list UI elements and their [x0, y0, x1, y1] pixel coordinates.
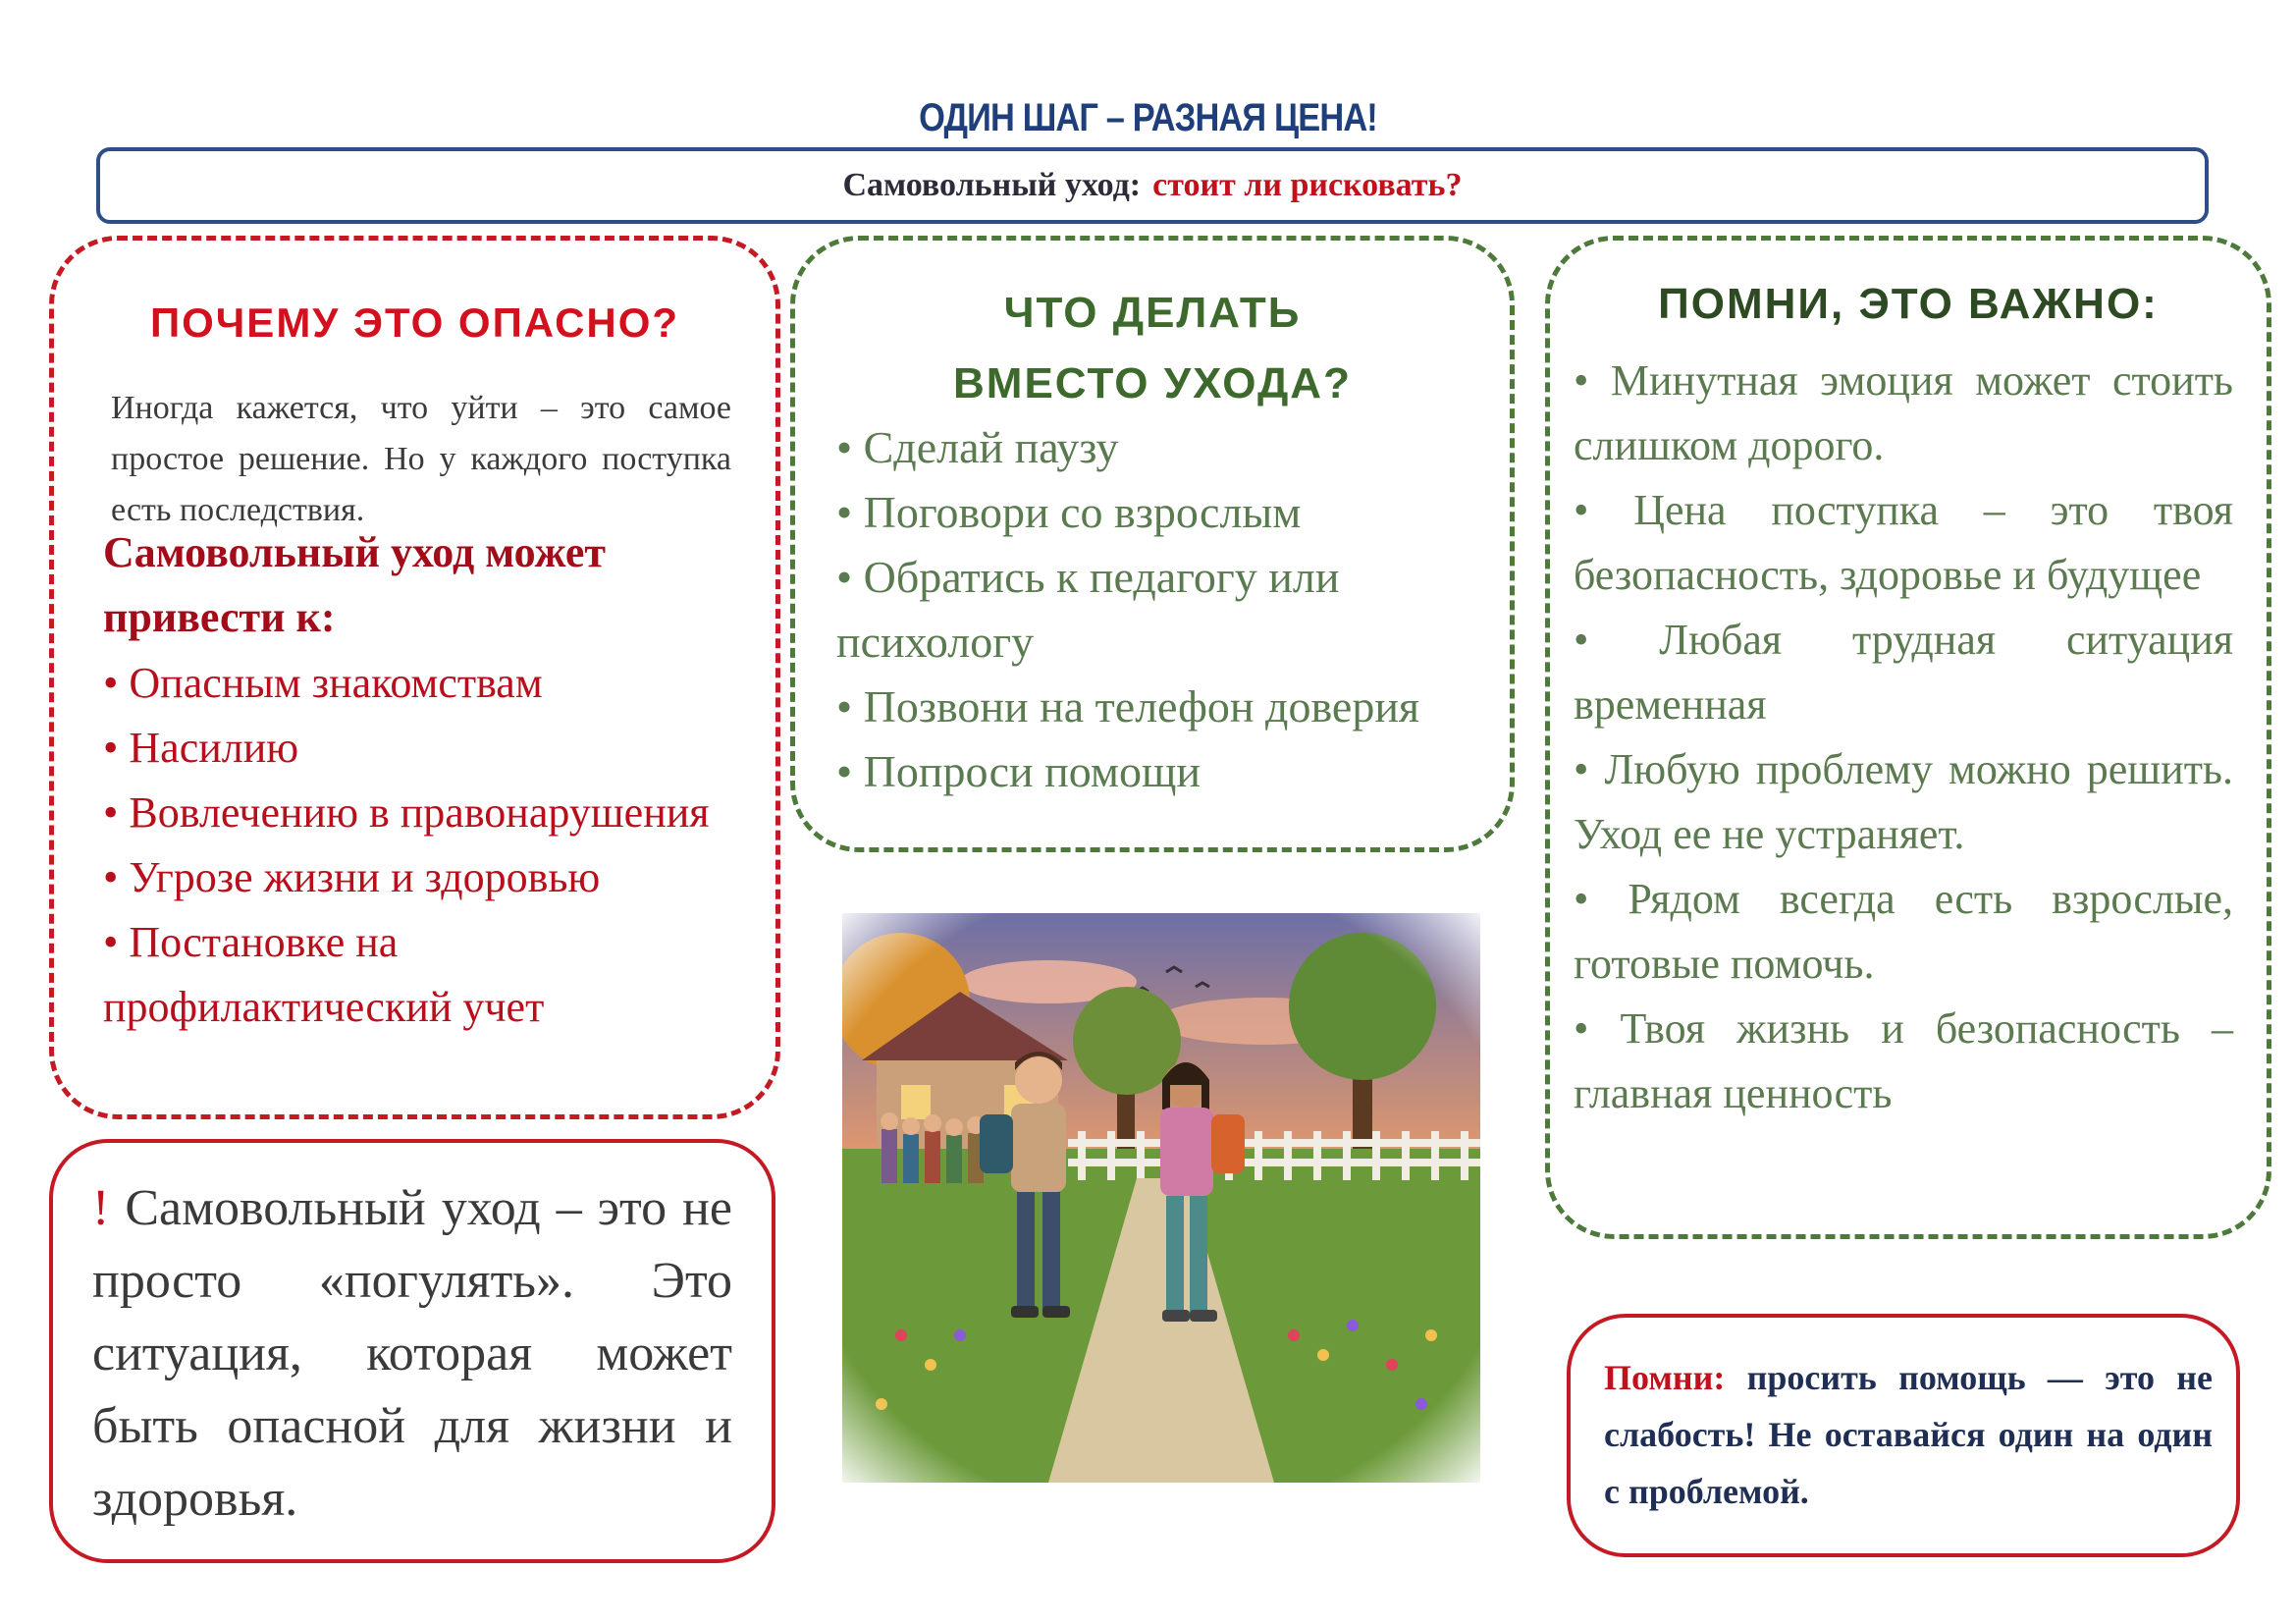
danger-card: [49, 236, 780, 1119]
help-card: [1567, 1314, 2240, 1557]
page-title: ОДИН ШАГ – РАЗНАЯ ЦЕНА!: [919, 96, 1377, 139]
vignette: [842, 913, 1480, 1483]
list-item: • Минутная эмоция может стоить слишком дорого.: [1574, 356, 2233, 469]
illustration-teens-talking: [842, 913, 1480, 1483]
warning-card: [49, 1139, 775, 1563]
list-item: • Насилию: [103, 724, 299, 772]
subtitle-accent: стоит ли рисковать?: [1152, 167, 1463, 203]
list-item: • Попроси помощи: [836, 746, 1201, 796]
danger-list: [103, 651, 751, 1040]
help-text: [1604, 1349, 2213, 1520]
help-lead: Помни:: [1604, 1358, 1726, 1397]
list-item: • Цена поступка – это твоя безопасность, здоровье и будущее: [1574, 486, 2233, 599]
warning-exclamation: !: [92, 1180, 110, 1236]
subtitle-lead: Самовольный уход:: [842, 167, 1142, 203]
list-item: • Опасным знакомствам: [103, 659, 543, 707]
list-item: • Вовлечению в правонарушения: [103, 788, 710, 837]
danger-title: ПОЧЕМУ ЭТО ОПАСНО?: [149, 299, 680, 346]
remember-list: [1574, 349, 2233, 1126]
list-item: • Позвони на телефон доверия: [836, 681, 1420, 731]
danger-intro: Иногда кажется, что уйти – это самое простое решение. Но у каждого поступка есть последствия.: [111, 390, 731, 528]
instead-list: [836, 415, 1504, 804]
help-body: просить помощь — это не слабость! Не оставайся один на один с проблемой.: [1604, 1358, 2213, 1511]
warning-text: [92, 1172, 732, 1536]
danger-lead: Самовольный уход может привести к:: [103, 528, 607, 641]
list-item: • Поговори со взрослым: [836, 487, 1302, 537]
list-item: • Любую проблему можно решить. Уход ее не устраняет.: [1574, 745, 2233, 858]
instead-title: [795, 278, 1510, 419]
list-item: • Рядом всегда есть взрослые, готовые помочь.: [1574, 875, 2233, 988]
instead-title-line2: ВМЕСТО УХОДА?: [953, 359, 1352, 407]
list-item: • Любая трудная ситуация временная: [1574, 616, 2233, 729]
instead-title-line1: ЧТО ДЕЛАТЬ: [1003, 289, 1302, 337]
list-item: • Твоя жизнь и безопасность – главная ценность: [1574, 1004, 2233, 1117]
instead-card: [790, 236, 1515, 852]
warning-body: Самовольный уход – это не просто «погулять». Это ситуация, которая может быть опасной для жизни и здоровья.: [92, 1180, 732, 1527]
subtitle-banner: [96, 147, 2209, 224]
remember-title: ПОМНИ, ЭТО ВАЖНО:: [1658, 280, 2159, 328]
remember-card: [1545, 236, 2271, 1239]
list-item: • Обратись к педагогу или психологу: [836, 552, 1340, 667]
list-item: • Сделай паузу: [836, 422, 1119, 472]
list-item: • Постановке на профилактический учет: [103, 918, 545, 1031]
list-item: • Угрозе жизни и здоровью: [103, 853, 601, 901]
